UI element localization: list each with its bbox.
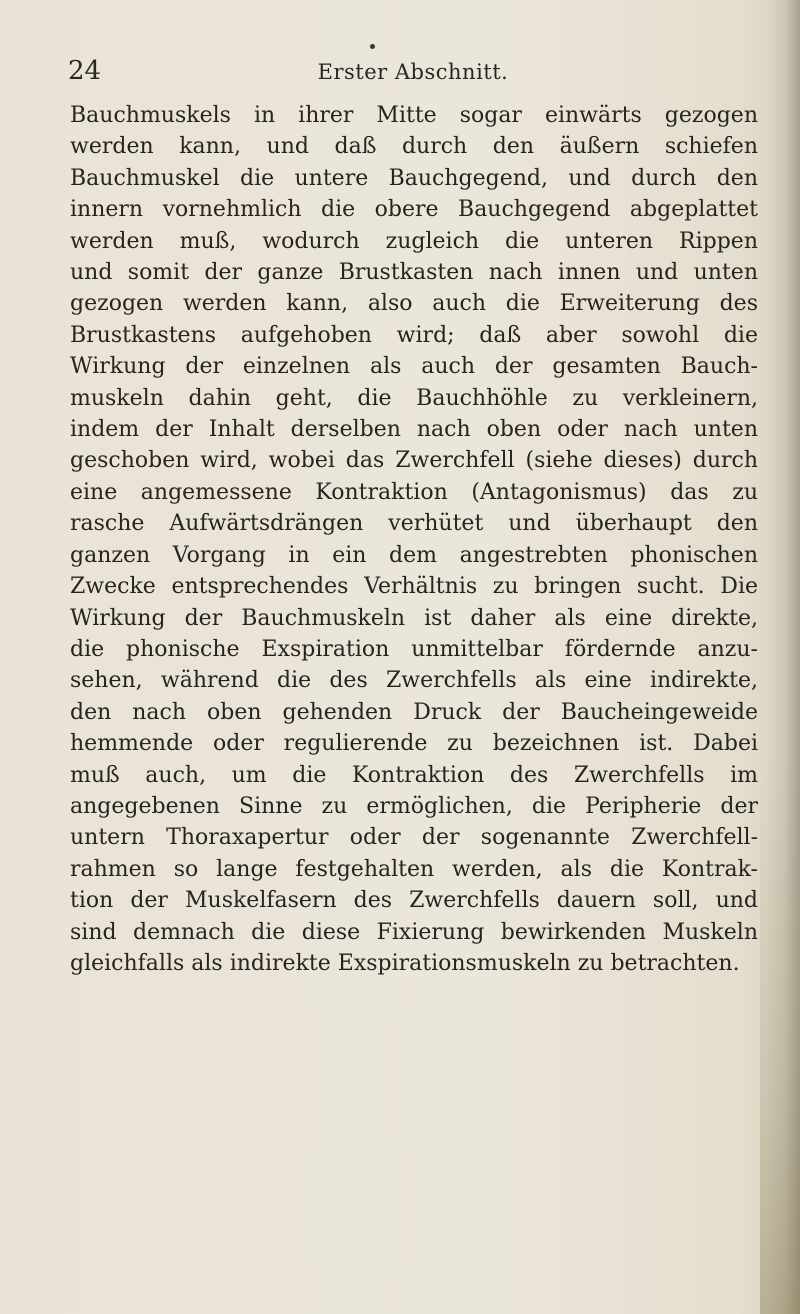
text-line: den nach oben gehenden Druck der Baucheingeweide <box>70 699 758 725</box>
text-line: innern vornehmlich die obere Bauchgegend abgeplattet <box>70 197 758 223</box>
text-line: indem der Inhalt derselben nach oben oder nach unten <box>70 417 758 443</box>
text-line: gleichfalls als indirekte Exspirationsmuskeln zu betrachten. <box>70 950 740 976</box>
text-line: Brustkastens aufgehoben wird; daß aber sowohl die <box>70 322 758 348</box>
text-line: sehen, während die des Zwerchfells als eine indirekte, <box>70 668 758 694</box>
text-line: Bauchmuskels in ihrer Mitte sogar einwärts gezogen <box>70 103 758 128</box>
text-line: gezogen werden kann, also auch die Erweiterung des <box>70 291 758 317</box>
text-line: muß auch, um die Kontraktion des Zwerchfells im <box>70 762 758 788</box>
text-line: die phonische Exspiration unmittelbar fördernde anzu- <box>70 636 758 662</box>
text-line: muskeln dahin geht, die Bauchhöhle zu verkleinern, <box>70 385 758 411</box>
text-line: eine angemessene Kontraktion (Antagonismus) das zu <box>70 479 758 505</box>
text-line: Wirkung der einzelnen als auch der gesamten Bauch- <box>70 354 758 380</box>
text-line: und somit der ganze Brustkasten nach innen und unten <box>70 260 758 286</box>
text-line: Bauchmuskel die untere Bauchgegend, und durch den <box>70 165 758 191</box>
text-line: hemmende oder regulierende zu bezeichnen ist. Dabei <box>70 731 758 757</box>
text-line: werden muß, wodurch zugleich die unteren Rippen <box>70 228 758 254</box>
text-line: sind demnach die diese Fixierung bewirkenden Muskeln <box>70 919 758 945</box>
text-line: ganzen Vorgang in ein dem angestrebten phonischen <box>70 542 758 568</box>
text-line: untern Thoraxapertur oder der sogenannte Zwerchfell- <box>70 825 758 851</box>
text-line: rahmen so lange festgehalten werden, als die Kontrak- <box>70 856 758 882</box>
page-header <box>68 56 758 90</box>
printer-mark <box>370 44 375 49</box>
running-head: Erster Abschnitt. <box>317 60 509 84</box>
text-line: rasche Aufwärtsdrängen verhütet und überhaupt den <box>70 511 758 537</box>
page-number: 24 <box>68 56 102 86</box>
text-line: angegebenen Sinne zu ermöglichen, die Peripherie der <box>70 793 758 819</box>
text-line: Wirkung der Bauchmuskeln ist daher als eine direkte, <box>70 605 758 631</box>
text-line: tion der Muskelfasern des Zwerchfells dauern soll, und <box>70 888 758 914</box>
text-line: werden kann, und daß durch den äußern schiefen <box>70 134 758 160</box>
text-line: Zwecke entsprechendes Verhältnis zu bringen sucht. Die <box>70 574 758 600</box>
text-line: geschoben wird, wobei das Zwerchfell (siehe dieses) durch <box>70 448 758 474</box>
body-text <box>70 100 758 979</box>
page-edge-stain <box>760 754 800 1314</box>
